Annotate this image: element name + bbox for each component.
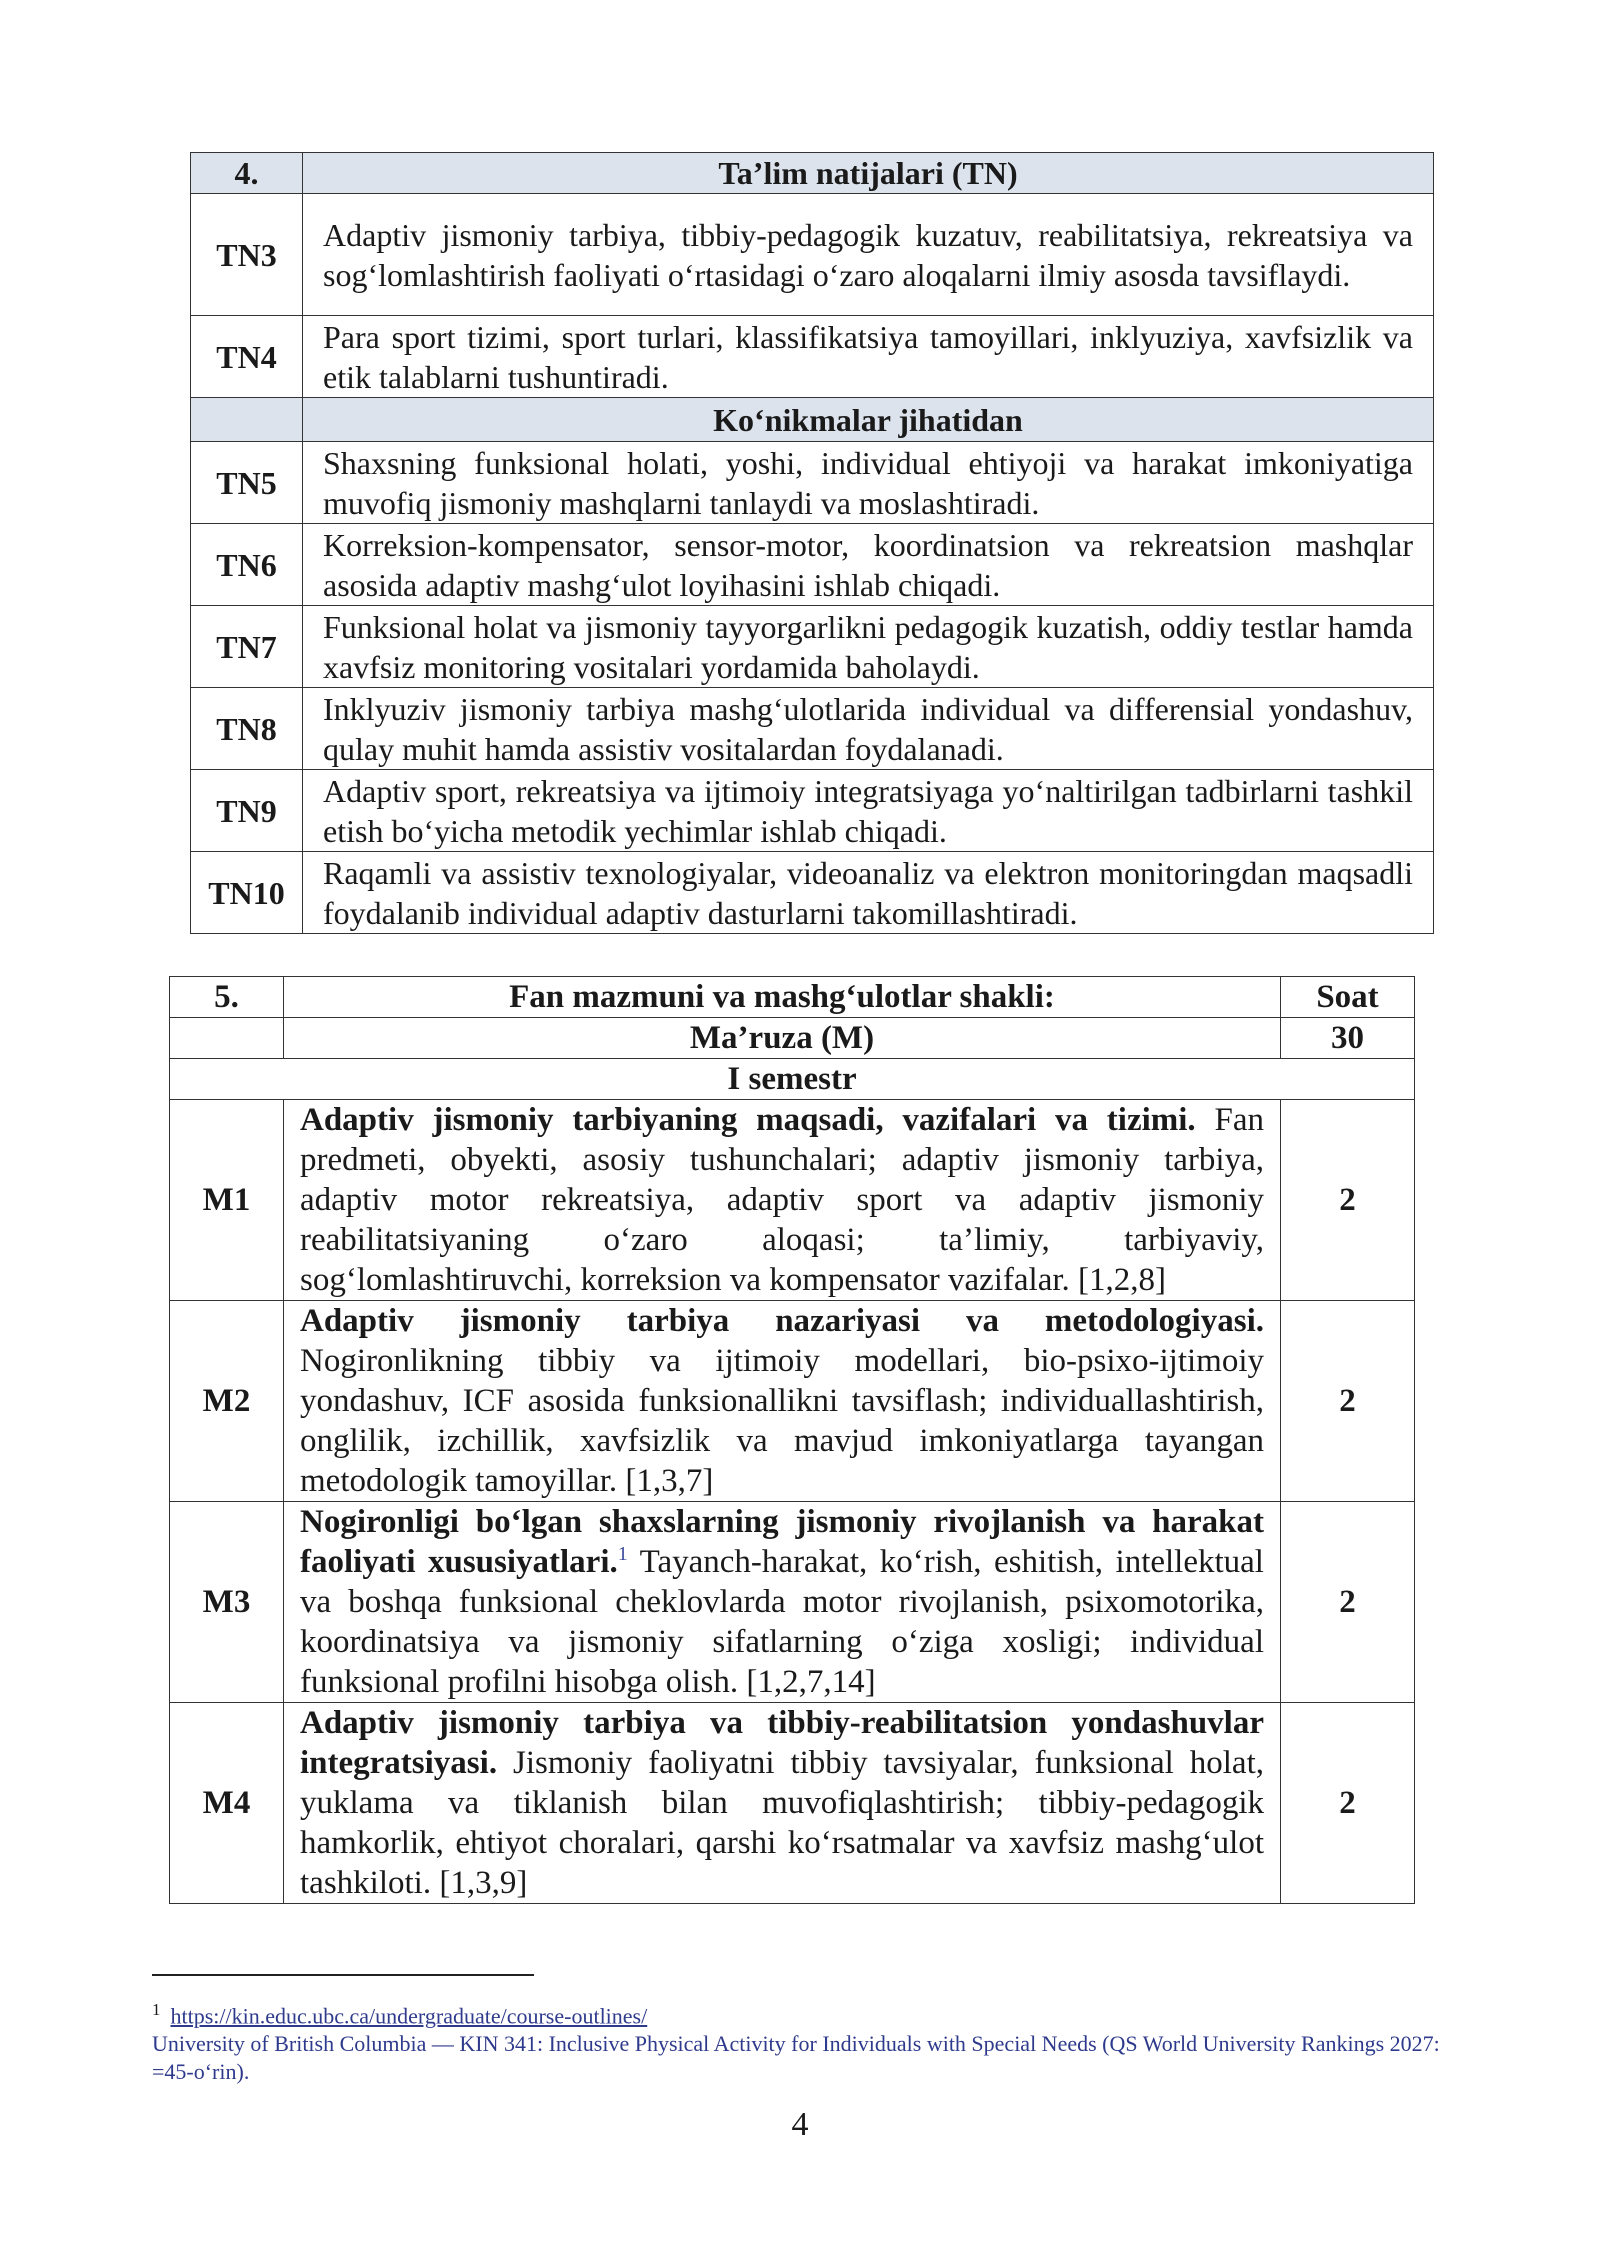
lecture-code: M2 <box>170 1301 284 1502</box>
lecture-title: Adaptiv jismoniy tarbiya va tibbiy-reabilitatsion yondashuvlar integratsiyasi. <box>300 1705 1264 1781</box>
lecture-row <box>170 1100 1415 1301</box>
outcome-row <box>191 194 1434 316</box>
lecture-code: M4 <box>170 1703 284 1904</box>
outcome-text: Shaxsning funksional holati, yoshi, individual ehtiyoji va harakat imkoniyatiga muvofiq jismoniy mashqlarni tanlaydi va moslashtiradi. <box>303 442 1434 524</box>
footnote <box>152 1996 1452 2086</box>
outcome-text: Funksional holat va jismoniy tayyorgarlikni pedagogik kuzatish, oddiy testlar hamda xavfsiz monitoring vositalari yordamida baholaydi. <box>303 606 1434 688</box>
footnote-link[interactable]: https://kin.educ.ubc.ca/undergraduate/course-outlines/ <box>170 2003 648 2029</box>
lecture-title: Nogironligi bo‘lgan shaxslarning jismoniy rivojlanish va harakat faoliyati xususiyatlari. <box>300 1504 1264 1580</box>
lecture-title: Adaptiv jismoniy tarbiyaning maqsadi, vazifalari va tizimi. <box>300 1102 1196 1138</box>
skills-heading-blank <box>191 398 303 442</box>
lecture-row-hours: 2 <box>1281 1100 1415 1301</box>
outcome-code: TN3 <box>191 194 303 316</box>
outcome-code: TN5 <box>191 442 303 524</box>
outcome-row <box>191 442 1434 524</box>
outcome-code: TN6 <box>191 524 303 606</box>
course-content-table <box>169 976 1415 1904</box>
content-header-row <box>170 977 1415 1018</box>
lecture-description <box>284 1502 1281 1703</box>
footnote-separator <box>152 1974 534 1976</box>
lecture-row <box>170 1703 1415 1904</box>
hours-header: Soat <box>1281 977 1415 1018</box>
outcome-text: Para sport tizimi, sport turlari, klassifikatsiya tamoyillari, inklyuziya, xavfsizlik va etik talablarni tushuntiradi. <box>303 316 1434 398</box>
outcome-code: TN10 <box>191 852 303 934</box>
outcome-text: Adaptiv jismoniy tarbiya, tibbiy-pedagogik kuzatuv, reabilitatsiya, rekreatsiya va sog‘lomlashtirish faoliyati o‘rtasidagi o‘zaro aloqalarni ilmiy asosda tavsiflaydi. <box>303 194 1434 316</box>
lecture-row-hours: 2 <box>1281 1703 1415 1904</box>
outcome-text: Korreksion-kompensator, sensor-motor, koordinatsion va rekreatsion mashqlar asosida adaptiv mashg‘ulot loyihasini ishlab chiqadi. <box>303 524 1434 606</box>
lecture-row-hours: 2 <box>1281 1502 1415 1703</box>
lecture-code: M3 <box>170 1502 284 1703</box>
outcome-row <box>191 688 1434 770</box>
lecture-description <box>284 1703 1281 1904</box>
outcome-row <box>191 524 1434 606</box>
page-number: 4 <box>791 2106 809 2143</box>
semester-label: I semestr <box>170 1059 1415 1100</box>
lecture-code: M1 <box>170 1100 284 1301</box>
outcome-code: TN8 <box>191 688 303 770</box>
section-title: Ta’lim natijalari (TN) <box>303 153 1434 194</box>
footnote-mark: 1 <box>152 2000 161 2019</box>
lecture-row <box>170 1301 1415 1502</box>
lecture-description <box>284 1301 1281 1502</box>
outcome-text: Adaptiv sport, rekreatsiya va ijtimoiy integratsiyaga yo‘naltirilgan tadbirlarni tashkil etish bo‘yicha metodik yechimlar ishlab chiqadi. <box>303 770 1434 852</box>
outcome-row <box>191 770 1434 852</box>
section-number: 5. <box>170 977 284 1018</box>
outcome-text: Inklyuziv jismoniy tarbiya mashg‘ulotlarida individual va differensial yondashuv, qulay muhit hamda assistiv vositalardan foydalanadi. <box>303 688 1434 770</box>
outcome-row <box>191 606 1434 688</box>
lecture-row <box>170 1502 1415 1703</box>
lecture-row-hours: 2 <box>1281 1301 1415 1502</box>
outcome-code: TN4 <box>191 316 303 398</box>
outcomes-header-row <box>191 153 1434 194</box>
semester-row <box>170 1059 1415 1100</box>
outcome-row <box>191 852 1434 934</box>
lecture-text: Tayanch-harakat, ko‘rish, eshitish, intellektual va boshqa funksional cheklovlarda motor rivojlanish, psixomotorika, koordinatsiya va jismoniy sifatlarning o‘ziga xosligi; individual funksional profilni hisobga olish. [1,2,7,14] <box>300 1544 1264 1700</box>
outcome-code: TN7 <box>191 606 303 688</box>
lecture-text: Fan predmeti, obyekti, asosiy tushunchalari; adaptiv jismoniy tarbiya, adaptiv motor rekreatsiya, adaptiv sport va adaptiv jismoniy reabilitatsiyaning o‘zaro aloqasi; ta’limiy, tarbiyaviy, sog‘lomlashtiruvchi, korreksion va kompensator vazifalar. [1,2,8] <box>300 1102 1264 1298</box>
lecture-label: Ma’ruza (M) <box>284 1018 1281 1059</box>
footnote-text: University of British Columbia — KIN 341: Inclusive Physical Activity for Individuals with Special Needs (QS World University Rankings 2027: =45-o‘rin). <box>152 2031 1440 2085</box>
lecture-title: Adaptiv jismoniy tarbiya nazariyasi va metodologiyasi. <box>300 1303 1264 1339</box>
skills-heading: Ko‘nikmalar jihatidan <box>303 398 1434 442</box>
lecture-type-row <box>170 1018 1415 1059</box>
lecture-text: Jismoniy faoliyatni tibbiy tavsiyalar, funksional holat, yuklama va tiklanish bilan muvofiqlashtirish; tibbiy-pedagogik hamkorlik, ehtiyot choralari, qarshi ko‘rsatmalar va xavfsiz mashg‘ulot tashkiloti. [1,3,9] <box>300 1745 1264 1901</box>
lecture-description <box>284 1100 1281 1301</box>
learning-outcomes-table <box>190 152 1434 934</box>
lecture-text: Nogironlikning tibbiy va ijtimoiy modellari, bio-psixo-ijtimoiy yondashuv, ICF asosida funksionallikni tavsiflash; individuallashtirish, onglilik, izchillik, xavfsizlik va mavjud imkoniyatlarga tayangan metodologik tamoyillar. [1,3,7] <box>300 1343 1264 1499</box>
skills-heading-row <box>191 398 1434 442</box>
section-number: 4. <box>191 153 303 194</box>
outcome-text: Raqamli va assistiv texnologiyalar, videoanaliz va elektron monitoringdan maqsadli foydalanib individual adaptiv dasturlarni takomillashtiradi. <box>303 852 1434 934</box>
section-title: Fan mazmuni va mashg‘ulotlar shakli: <box>284 977 1281 1018</box>
lecture-type-blank <box>170 1018 284 1059</box>
lecture-hours: 30 <box>1281 1018 1415 1059</box>
outcome-row <box>191 316 1434 398</box>
footnote-reference[interactable]: 1 <box>617 1543 628 1565</box>
outcome-code: TN9 <box>191 770 303 852</box>
